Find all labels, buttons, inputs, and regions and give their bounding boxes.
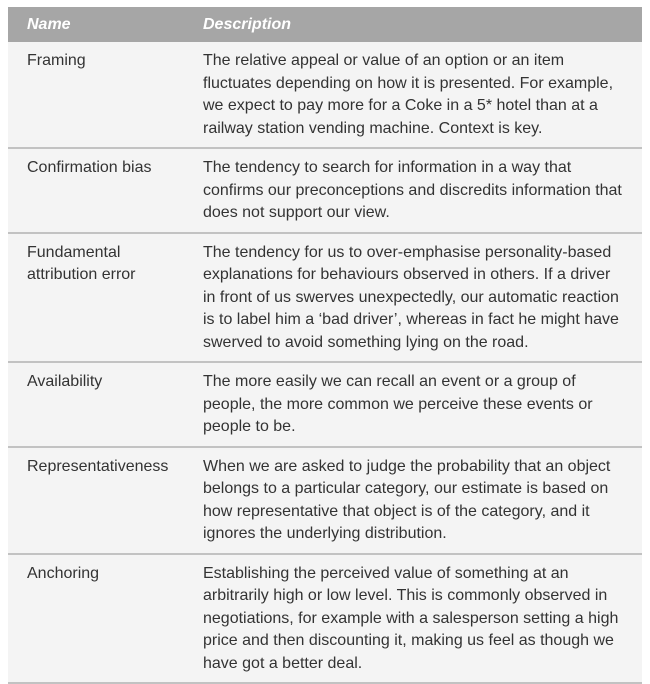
- description-line: The tendency to search for information in a way that: [203, 159, 572, 176]
- name-cell: [8, 42, 184, 148]
- description-line: negotiations, for example with a salesperson setting a high: [203, 609, 619, 627]
- description-line: The more easily we can recall an event or a group of: [203, 373, 576, 390]
- description-line: how representative that object is of the category, and it: [203, 502, 590, 520]
- name-text: attribution error: [27, 266, 136, 283]
- name-cell: [8, 362, 184, 447]
- table-row-anchoring: [8, 554, 642, 684]
- description-line: people to be.: [203, 418, 296, 435]
- description-line: The tendency for us to over-emphasise personality-based: [203, 243, 612, 261]
- table-row-framing: [8, 42, 642, 148]
- name-text: Fundamental: [27, 243, 121, 261]
- description-line: belongs to a particular category, our estimate is based on: [203, 480, 609, 497]
- description-line: is to label him a ‘bad driver’, whereas in fact he might have: [203, 311, 619, 328]
- biases-table-container: [8, 7, 642, 684]
- description-line: Establishing the perceived value of something at an: [203, 564, 569, 582]
- column-header-name: Name: [8, 7, 184, 42]
- description-line: The relative appeal or value of an option or an item: [203, 52, 565, 69]
- name-text: Representativeness: [27, 457, 169, 475]
- description-line: does not support our view.: [203, 204, 390, 221]
- description-cell: [184, 447, 642, 554]
- description-cell: [184, 233, 642, 363]
- name-cell: [8, 148, 184, 233]
- table-row-fundamental-attribution-error: [8, 233, 642, 363]
- description-line: confirms our preconceptions and discredits information that: [203, 181, 622, 199]
- description-cell: [184, 554, 642, 684]
- name-cell: [8, 554, 184, 684]
- description-line: railway station vending machine. Context is key.: [203, 119, 543, 137]
- description-line: arbitrarily high or low level. This is commonly observed in: [203, 587, 608, 604]
- description-line: have got a better deal.: [203, 654, 363, 672]
- name-cell: [8, 233, 184, 363]
- description-line: people, the more common we perceive these events or: [203, 395, 593, 413]
- description-line: swerved to avoid something lying on the road.: [203, 333, 529, 351]
- description-cell: [184, 362, 642, 447]
- name-text: Framing: [27, 52, 86, 69]
- description-cell: [184, 42, 642, 148]
- description-line: ignores the underlying distribution.: [203, 525, 447, 542]
- description-line: we expect to pay more for a Coke in a 5* hotel than at a: [203, 97, 598, 114]
- description-line: When we are asked to judge the probability that an object: [203, 457, 611, 475]
- description-line: price and then discounting it, making us feel as though we: [203, 632, 614, 649]
- description-line: in front of us swerves unexpectedly, our automatic reaction: [203, 288, 619, 306]
- header-row: [8, 7, 642, 42]
- table-row-availability: [8, 362, 642, 447]
- cognitive-biases-table: [8, 7, 642, 684]
- table-row-representativeness: [8, 447, 642, 554]
- table-header: [8, 7, 642, 42]
- description-cell: [184, 148, 642, 233]
- column-header-description: Description: [184, 7, 642, 42]
- name-text: Confirmation bias: [27, 159, 152, 176]
- description-line: fluctuates depending on how it is presented. For example,: [203, 74, 614, 92]
- name-cell: [8, 447, 184, 554]
- table-body: [8, 42, 642, 683]
- description-line: explanations for behaviours observed in others. If a driver: [203, 266, 611, 283]
- name-text: Anchoring: [27, 564, 100, 582]
- table-row-confirmation-bias: [8, 148, 642, 233]
- name-text: Availability: [27, 373, 103, 390]
